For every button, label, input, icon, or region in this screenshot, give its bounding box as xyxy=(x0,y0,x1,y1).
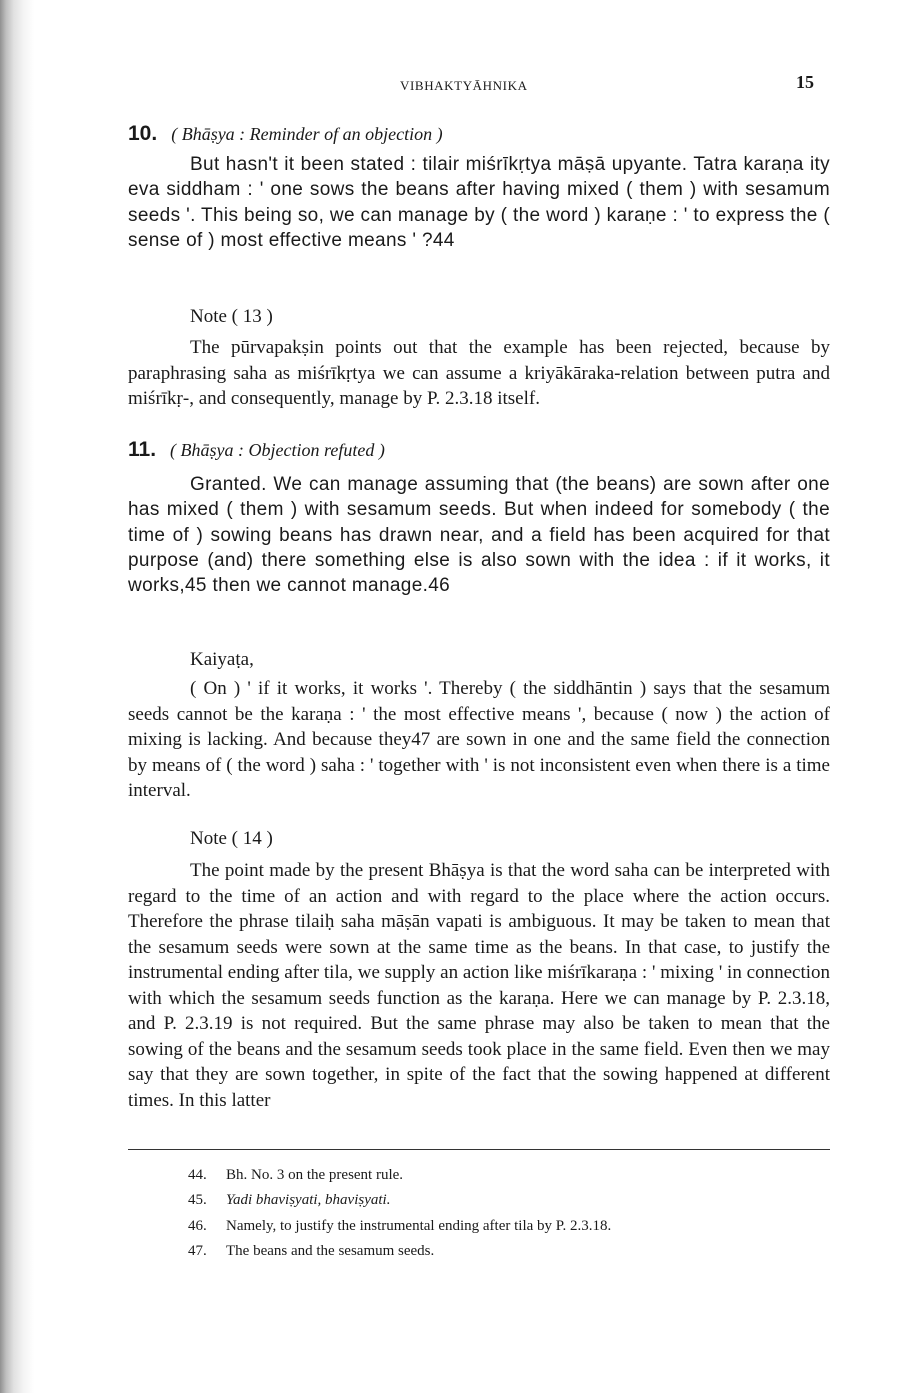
scan-edge-shadow xyxy=(0,0,34,1393)
footnote-number: 45. xyxy=(188,1192,207,1208)
kaiyata-text: ( On ) ' if it works, it works '. Thereby ( the siddhāntin ) says that the sesamum seeds cannot be the karaṇa : ' the most effective means ', because ( now ) the action of mixing is lacking. And because they47 are sown in one and the same field the connection by means of ( the word ) saha : ' together with ' is not inconsistent even when there is a time interval. xyxy=(128,678,830,801)
section-11-paragraph: Granted. We can manage assuming that (the beans) are sown after one has mixed ( them ) with sesamum seeds. But when indeed for somebody ( the time of ) sowing beans has drawn near, and a field has been acquired for that purpose (and) there something else is also sown with the idea : if it works, it works,45 then we cannot manage.46 xyxy=(128,474,830,597)
footnote-46 xyxy=(188,1218,611,1235)
section-title: ( Bhāṣya : Objection refuted ) xyxy=(170,440,385,460)
section-number: 10. xyxy=(128,122,158,145)
footnote-text: Yadi bhaviṣyati, bhaviṣyati. xyxy=(226,1192,391,1208)
running-head: VIBHAKTYĀHNIKA xyxy=(400,78,528,93)
footnote-number: 47. xyxy=(188,1243,207,1259)
note-14-label: Note ( 14 ) xyxy=(190,828,273,849)
footnote-number: 44. xyxy=(188,1167,207,1183)
section-10-paragraph: But hasn't it been stated : tilair miśrīkṛtya māṣā upyante. Tatra karaṇa ity eva siddham : ' one sows the beans after having mixed ( them ) with sesamum seeds '. This being so, we can manage by ( the word ) karaṇe : ' to express the ( sense of ) most effective means ' ?44 xyxy=(128,154,830,251)
kaiyata-label: Kaiyaṭa, xyxy=(190,649,254,670)
note-13-label: Note ( 13 ) xyxy=(190,306,273,327)
section-number: 11. xyxy=(128,438,157,461)
footnote-44 xyxy=(188,1167,403,1184)
footnote-text: The beans and the sesamum seeds. xyxy=(226,1243,435,1259)
page-number: 15 xyxy=(796,72,814,92)
note-13-text: The pūrvapakṣin points out that the example has been rejected, because by paraphrasing saha as miśrīkṛtya we can assume a kriyākāraka-relation between putra and miśrīkṛ-, and consequently, manage by P. 2.3.18 itself. xyxy=(128,337,830,409)
footnote-45 xyxy=(188,1192,390,1209)
section-title: ( Bhāṣya : Reminder of an objection ) xyxy=(171,124,443,144)
footnote-text: Namely, to justify the instrumental ending after tila by P. 2.3.18. xyxy=(226,1218,612,1234)
footnote-number: 46. xyxy=(188,1218,207,1234)
section-11-heading xyxy=(128,438,385,462)
footnote-47 xyxy=(188,1243,434,1260)
footnote-rule xyxy=(128,1149,830,1150)
note-14-text: The point made by the present Bhāṣya is that the word saha can be interpreted with regard to the time of an action and with regard to the place where the action occurs. Therefore the phrase tilaiḥ saha māṣān vapati is ambiguous. It may be taken to mean that the sesamum seeds were sown at the same time as the beans. In that case, to justify the instrumental ending after tila, we supply an action like miśrīkaraṇa : ' mixing ' in connection with which the sesamum seeds function as the karaṇa. Here we can manage by P. 2.3.18, and P. 2.3.19 is not required. But the same phrase may also be taken to mean that the sowing of the beans and the sesamum seeds took place in the same field. Even then we may say that they are sown together, in spite of the fact that the sowing happened at different times. In this latter xyxy=(128,860,830,1111)
footnote-text: Bh. No. 3 on the present rule. xyxy=(226,1167,404,1183)
section-10-heading xyxy=(128,122,443,146)
